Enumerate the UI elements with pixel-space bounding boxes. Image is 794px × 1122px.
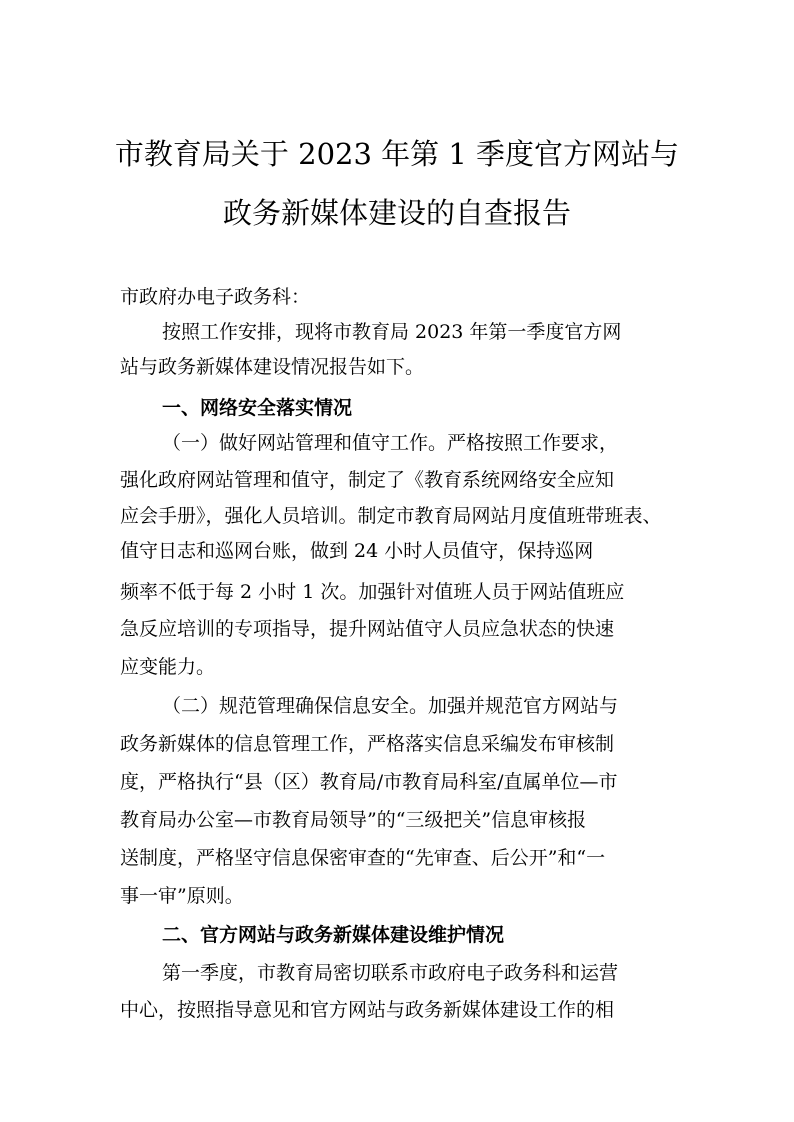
intro-line: 按照工作安排，现将市教育局 2023 年第一季度官方网 xyxy=(162,321,622,343)
paragraph-line: 事一审”原则。 xyxy=(120,885,244,907)
paragraph-line: 送制度，严格坚守信息保密审查的“先审查、后公开”和“一 xyxy=(120,847,606,869)
section-heading-1: 一、网络安全落实情况 xyxy=(162,397,353,419)
paragraph-line: 中心，按照指导意见和官方网站与政务新媒体建设工作的相 xyxy=(120,999,615,1021)
paragraph-line: 急反应培训的专项指导，提升网站值守人员应急状态的快速 xyxy=(120,618,615,640)
paragraph-line: 强化政府网站管理和值守，制定了《教育系统网络安全应知 xyxy=(120,469,615,491)
salutation: 市政府办电子政务科： xyxy=(120,286,311,308)
intro-line: 站与政务新媒体建设情况报告如下。 xyxy=(120,356,425,378)
paragraph-line: 教育局办公室—市教育局领导”的“三级把关”信息审核报 xyxy=(120,809,587,831)
paragraph-line: 应变能力。 xyxy=(120,656,216,678)
document-title-line-1: 市教育局关于 2023 年第 1 季度官方网站与 xyxy=(114,137,680,171)
paragraph-line: 度，严格执行“县（区）教育局/市教育局科室/直属单位—市 xyxy=(120,771,618,793)
paragraph-line: 第一季度，市教育局密切联系市政府电子政务科和运营 xyxy=(162,962,619,984)
section-heading-2: 二、官方网站与政务新媒体建设维护情况 xyxy=(162,924,505,946)
paragraph-line: （一）做好网站管理和值守工作。严格按照工作要求， xyxy=(162,432,619,454)
paragraph-line: （二）规范管理确保信息安全。加强并规范官方网站与 xyxy=(162,695,619,717)
paragraph-line: 值守日志和巡网台账，做到 24 小时人员值守，保持巡网 xyxy=(120,540,594,562)
paragraph-line: 政务新媒体的信息管理工作，严格落实信息采编发布审核制 xyxy=(120,733,615,755)
paragraph-line: 频率不低于每 2 小时 1 次。加强针对值班人员于网站值班应 xyxy=(120,581,625,603)
document-title-line-2: 政务新媒体建设的自查报告 xyxy=(222,196,571,230)
paragraph-line: 应会手册》，强化人员培训。制定市教育局网站月度值班带班表、 xyxy=(120,505,662,527)
